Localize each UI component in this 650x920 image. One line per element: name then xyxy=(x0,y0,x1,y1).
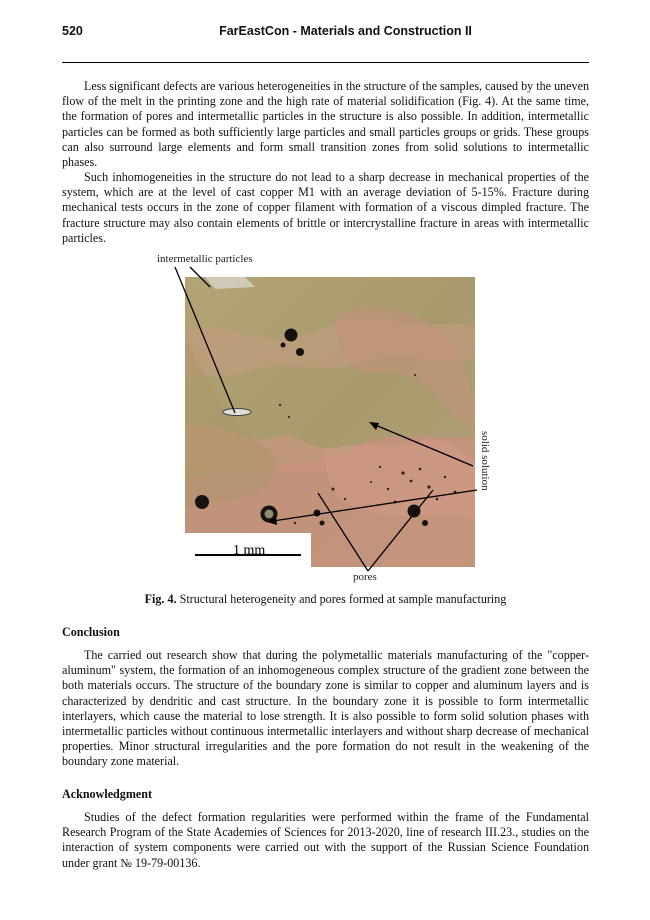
running-title: FarEastCon - Materials and Construction II xyxy=(219,24,472,38)
paragraph-inhomogeneities: Such inhomogeneities in the structure do not lead to a sharp decrease in mechanical properties of the system, which are at the level of cast copper M1 with an average deviation of 5-15%. Fracture during mechanical tests occurs in the zone of copper filament with formation of a viscous dimpled fracture. The fracture structure may also contain elements of brittle or intercrystalline fracture in areas with intermetallic particles. xyxy=(62,170,589,245)
figure-caption xyxy=(62,592,589,607)
header-rule xyxy=(62,62,589,63)
scale-bar-label: 1 mm xyxy=(233,543,266,558)
label-intermetallic-particles: intermetallic particles xyxy=(157,253,253,265)
caption-label: Fig. 4. xyxy=(144,592,177,606)
page-header xyxy=(62,24,589,44)
paragraph-defects: Less significant defects are various heterogeneities in the structure of the samples, caused by the uneven flow of the melt in the printing zone and the high rate of material solidification (Fig. 4). At the same time, the formation of pores and intermetallic particles in the structure is also possible. In addition, intermetallic particles can be formed as both sufficiently large particles and small particles groups or grids. These groups can also surround large elements and form small transition zones from solid solutions to intermetallic phases. xyxy=(62,79,589,170)
acknowledgment-paragraph: Studies of the defect formation regularities were performed within the frame of the Fundamental Research Program of the State Academies of Sciences for 2013-2020, line of research III.23., studies on the interaction of system components were carried out with the support of the Russian Science Foundation under grant № 19-79-00136. xyxy=(62,810,589,870)
page-number: 520 xyxy=(62,24,83,38)
caption-text: Structural heterogeneity and pores formed at sample manufacturing xyxy=(179,592,507,606)
acknowledgment-heading: Acknowledgment xyxy=(62,787,153,801)
figure-4 xyxy=(155,253,505,588)
conclusion-paragraph: The carried out research show that during the polymetallic materials manufacturing of the "copper-aluminum" system, the formation of an inhomogeneous complex structure of the gradient zone between the both materials occurs. The structure of the boundary zone is similar to copper and aluminum layers and is characterized by dendritic and cast structure. In the boundary zone it is possible to form intermetallic interlayers, which cause the material to lose strength. It is also possible to form solid solution phases with intermetallic particles without continuous intermetallic interlayers and without sharp decrease of mechanical properties. Minor structural irregularities and the pore formation do not result in the weakening of the boundary zone material. xyxy=(62,648,589,769)
label-pores: pores xyxy=(353,571,377,583)
figure-annotation-arrows xyxy=(155,253,505,588)
label-solid-solution: solid solution xyxy=(479,431,491,491)
conclusion-heading: Conclusion xyxy=(62,625,120,639)
